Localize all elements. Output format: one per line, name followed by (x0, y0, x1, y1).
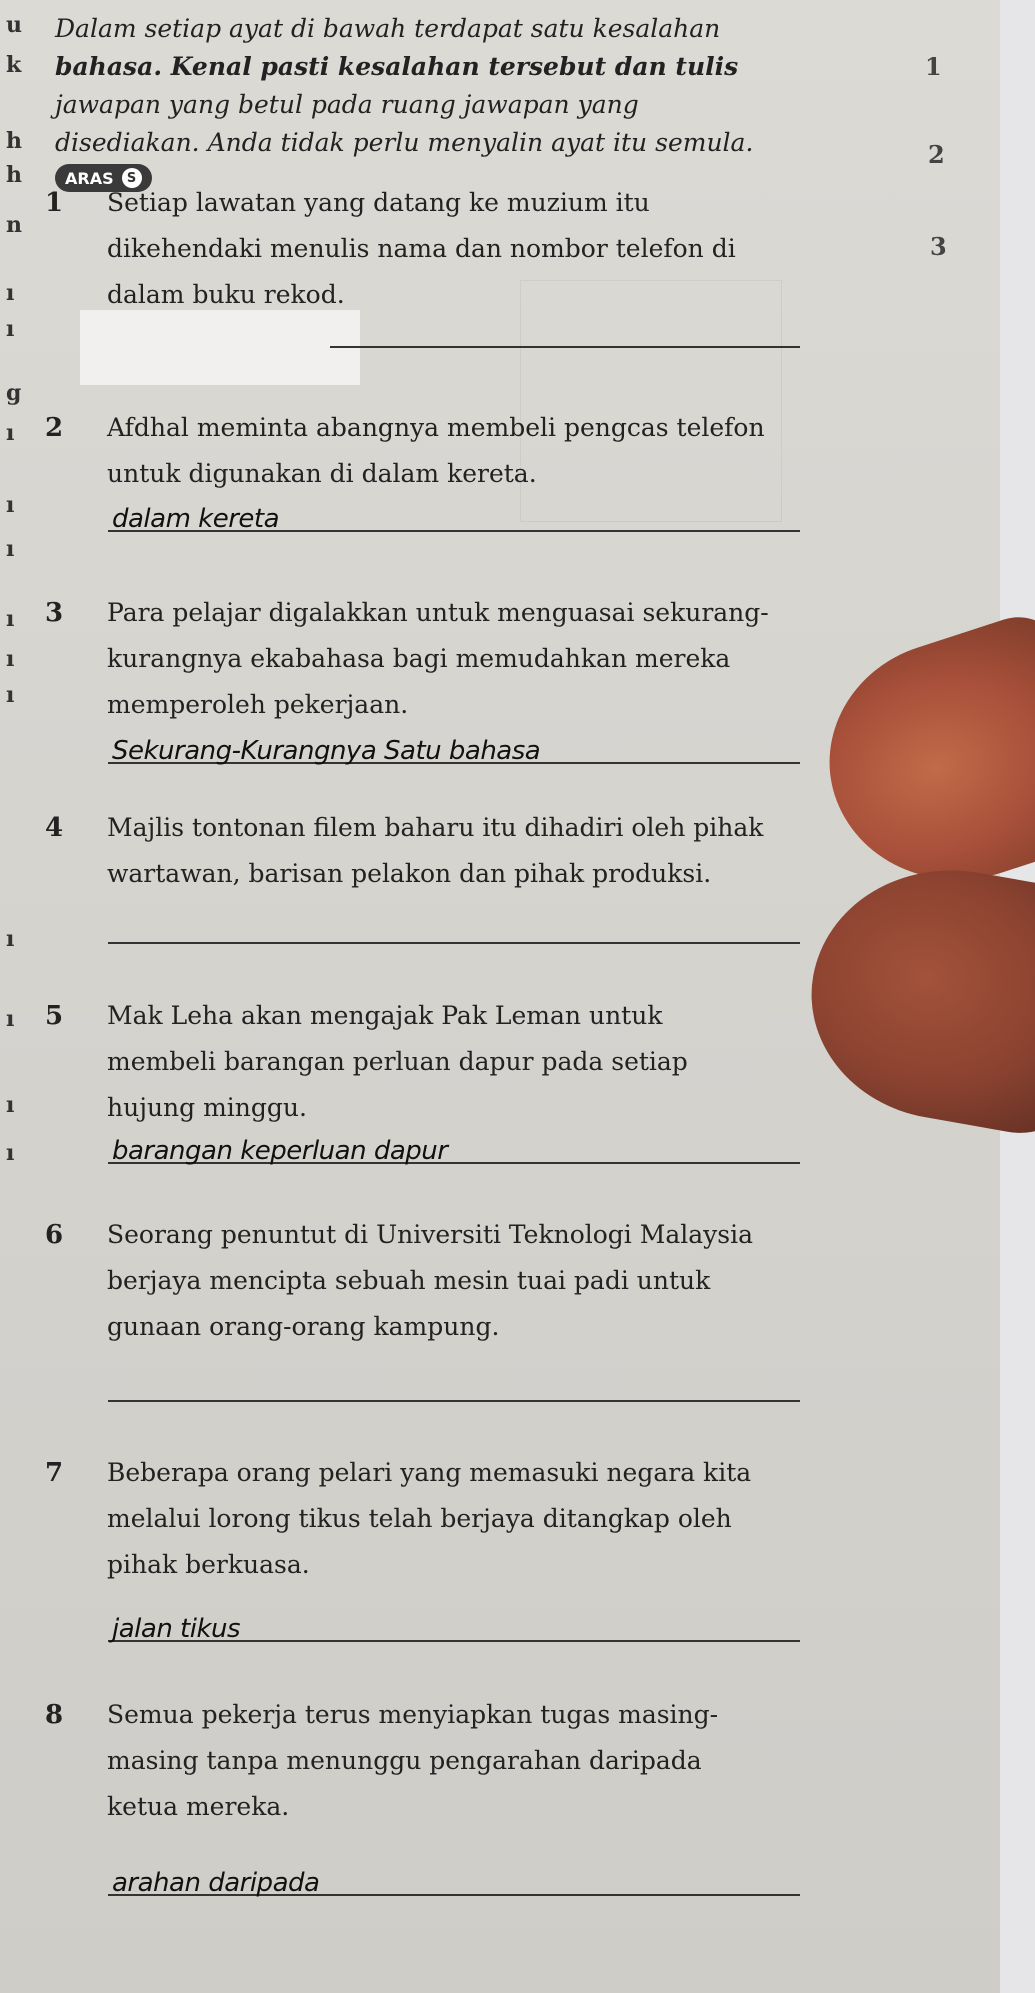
margin-letter: ı (6, 926, 15, 952)
question-line: ketua mereka. (107, 1792, 290, 1821)
margin-letter: ı (6, 682, 15, 708)
question-number: 7 (45, 1458, 64, 1488)
margin-letter: g (6, 380, 22, 406)
question-line: untuk digunakan di dalam kereta. (107, 459, 537, 488)
question-line: Para pelajar digalakkan untuk menguasai sekurang- (107, 598, 769, 627)
question-number: 1 (45, 188, 64, 218)
question-line: Majlis tontonan filem baharu itu dihadiri oleh pihak (107, 813, 764, 842)
margin-letter: ı (6, 1140, 15, 1166)
margin-letter: u (6, 12, 22, 38)
question-line: Beberapa orang pelari yang memasuki negara kita (107, 1458, 752, 1487)
left-page-edge (0, 0, 40, 1993)
answer-text: Sekurang-Kurangnya Satu bahasa (112, 736, 541, 766)
instruction-line: bahasa. Kenal pasti kesalahan tersebut dan tulis (55, 52, 739, 81)
answer-line-1[interactable] (330, 300, 800, 348)
question-line: masing tanpa menunggu pengarahan daripada (107, 1746, 702, 1775)
level-badge-label: ARAS (65, 168, 114, 188)
margin-letter: ı (6, 1092, 15, 1118)
margin-letter: n (6, 212, 22, 238)
instruction-line: Dalam setiap ayat di bawah terdapat satu kesalahan (55, 14, 721, 43)
answer-line-7[interactable] (108, 1594, 800, 1642)
question-line: pihak berkuasa. (107, 1550, 310, 1579)
question-number: 4 (45, 813, 64, 843)
question-8 (45, 1692, 815, 1830)
answer-line-3[interactable] (108, 716, 800, 764)
answer-line-2[interactable] (108, 484, 800, 532)
page-number: 2 (928, 140, 945, 169)
answer-line-8[interactable] (108, 1848, 800, 1896)
margin-letter: ı (6, 536, 15, 562)
question-number: 6 (45, 1220, 64, 1250)
instruction-line: jawapan yang betul pada ruang jawapan yang (55, 90, 639, 119)
question-5 (45, 993, 815, 1131)
question-7 (45, 1450, 815, 1588)
page-number: 3 (930, 232, 947, 261)
question-number: 3 (45, 598, 64, 628)
question-line: membeli barangan perluan dapur pada setiap (107, 1047, 688, 1076)
instruction-text (55, 10, 825, 162)
question-line: berjaya mencipta sebuah mesin tuai padi untuk (107, 1266, 711, 1295)
question-number: 8 (45, 1700, 64, 1730)
margin-letter: k (6, 52, 22, 78)
question-line: Semua pekerja terus menyiapkan tugas masing- (107, 1700, 719, 1729)
margin-letter: ı (6, 316, 15, 342)
margin-letter: h (6, 128, 22, 154)
margin-letter: ı (6, 492, 15, 518)
question-line: melalui lorong tikus telah berjaya ditangkap oleh (107, 1504, 732, 1533)
answer-line-4[interactable] (108, 896, 800, 944)
question-line: dikehendaki menulis nama dan nombor telefon di (107, 234, 736, 263)
question-6 (45, 1212, 815, 1350)
question-number: 5 (45, 1001, 64, 1031)
question-line: dalam buku rekod. (107, 280, 345, 309)
margin-letter: ı (6, 280, 15, 306)
question-number: 2 (45, 413, 64, 443)
answer-line-6[interactable] (108, 1354, 800, 1402)
margin-letter: ı (6, 646, 15, 672)
answer-text: dalam kereta (112, 504, 280, 534)
question-line: Afdhal meminta abangnya membeli pengcas telefon (107, 413, 765, 442)
question-3 (45, 590, 815, 728)
instruction-line: disediakan. Anda tidak perlu menyalin ayat itu semula. (55, 128, 754, 157)
question-line: kurangnya ekabahasa bagi memudahkan mereka (107, 644, 731, 673)
question-line: Setiap lawatan yang datang ke muzium itu (107, 188, 650, 217)
question-line: gunaan orang-orang kampung. (107, 1312, 500, 1341)
answer-line-5[interactable] (108, 1116, 800, 1164)
margin-letter: ı (6, 420, 15, 446)
answer-text: barangan keperluan dapur (112, 1136, 448, 1166)
question-4 (45, 805, 815, 897)
page-number: 1 (925, 52, 942, 81)
answer-text: arahan daripada (112, 1868, 320, 1898)
question-line: Mak Leha akan mengajak Pak Leman untuk (107, 1001, 663, 1030)
question-line: hujung minggu. (107, 1093, 307, 1122)
margin-letter: h (6, 162, 22, 188)
question-line: memperoleh pekerjaan. (107, 690, 409, 719)
question-line: wartawan, barisan pelakon dan pihak produksi. (107, 859, 712, 888)
margin-letter: ı (6, 606, 15, 632)
question-line: Seorang penuntut di Universiti Teknologi Malaysia (107, 1220, 753, 1249)
level-badge-circle: S (122, 168, 142, 188)
margin-letter: ı (6, 1006, 15, 1032)
answer-text: jalan tikus (112, 1614, 241, 1644)
question-1 (45, 180, 815, 318)
redaction-patch (80, 310, 360, 385)
